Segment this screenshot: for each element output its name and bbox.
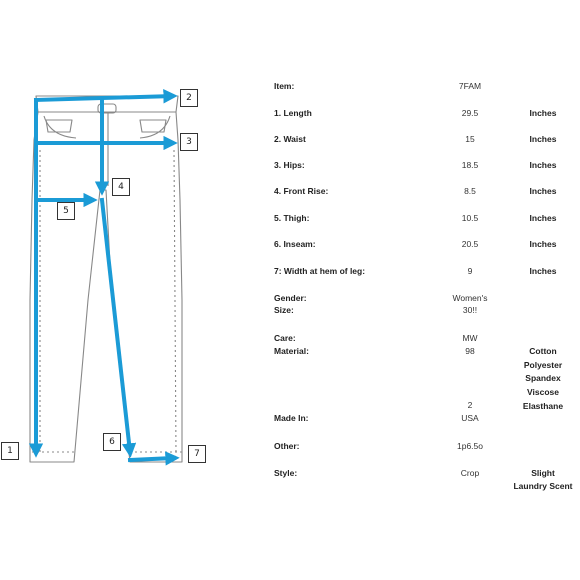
other-label: Other: bbox=[274, 441, 300, 451]
gender-label: Gender: bbox=[274, 293, 307, 303]
style-value: Crop bbox=[460, 468, 480, 478]
spec-value: 15 bbox=[465, 134, 475, 144]
spec-unit: Inches bbox=[529, 108, 557, 118]
spec-label: Item: bbox=[274, 81, 295, 91]
gender-value: Women's bbox=[452, 293, 488, 303]
style-note: Slight bbox=[531, 468, 555, 478]
spec-value: 29.5 bbox=[461, 108, 479, 118]
spec-unit: Inches bbox=[529, 213, 557, 223]
material-fiber: Spandex bbox=[525, 373, 561, 383]
made-in-value: USA bbox=[461, 413, 479, 423]
spec-unit: Inches bbox=[529, 134, 557, 144]
material-fiber: Cotton bbox=[529, 346, 557, 356]
spec-label: 2. Waist bbox=[274, 134, 306, 144]
marker-4: 4 bbox=[112, 178, 130, 196]
style-note: Laundry Scent bbox=[513, 481, 573, 491]
marker-2: 2 bbox=[180, 89, 198, 107]
material-fiber: Elasthane bbox=[522, 401, 564, 411]
spec-value: 7FAM bbox=[458, 81, 482, 91]
material-value-2: 2 bbox=[467, 400, 473, 410]
spec-unit: Inches bbox=[529, 186, 557, 196]
spec-unit: Inches bbox=[529, 266, 557, 276]
spec-value: 10.5 bbox=[461, 213, 479, 223]
spec-value: 18.5 bbox=[461, 160, 479, 170]
material-fiber: Viscose bbox=[527, 387, 559, 397]
spec-label: 1. Length bbox=[274, 108, 312, 118]
marker-6: 6 bbox=[103, 433, 121, 451]
spec-value: 20.5 bbox=[461, 239, 479, 249]
size-value: 30!! bbox=[462, 305, 478, 315]
marker-7: 7 bbox=[188, 445, 206, 463]
measurement-arrows bbox=[36, 96, 174, 460]
spec-value: 9 bbox=[467, 266, 473, 276]
spec-unit: Inches bbox=[529, 239, 557, 249]
care-label: Care: bbox=[274, 333, 296, 343]
material-value: 98 bbox=[465, 346, 475, 356]
jeans-outline bbox=[30, 96, 182, 462]
spec-unit: Inches bbox=[529, 160, 557, 170]
made-in-label: Made In: bbox=[274, 413, 309, 423]
size-label: Size: bbox=[274, 305, 294, 315]
spec-label: 6. Inseam: bbox=[274, 239, 316, 249]
marker-3: 3 bbox=[180, 133, 198, 151]
spec-label: 3. Hips: bbox=[274, 160, 305, 170]
style-label: Style: bbox=[274, 468, 298, 478]
other-value: 1p6.5o bbox=[457, 441, 483, 451]
arrow-7-hem-width bbox=[130, 458, 174, 460]
marker-5: 5 bbox=[57, 202, 75, 220]
marker-1: 1 bbox=[1, 442, 19, 460]
material-fiber: Polyester bbox=[523, 360, 563, 370]
spec-label: 5. Thigh: bbox=[274, 213, 310, 223]
jeans-measurement-diagram bbox=[0, 0, 260, 580]
spec-value: 8.5 bbox=[464, 186, 476, 196]
care-value: MW bbox=[462, 333, 478, 343]
spec-label: 4. Front Rise: bbox=[274, 186, 329, 196]
spec-label: 7: Width at hem of leg: bbox=[274, 266, 366, 276]
arrow-6-inseam bbox=[102, 200, 130, 452]
material-label: Material: bbox=[274, 346, 309, 356]
